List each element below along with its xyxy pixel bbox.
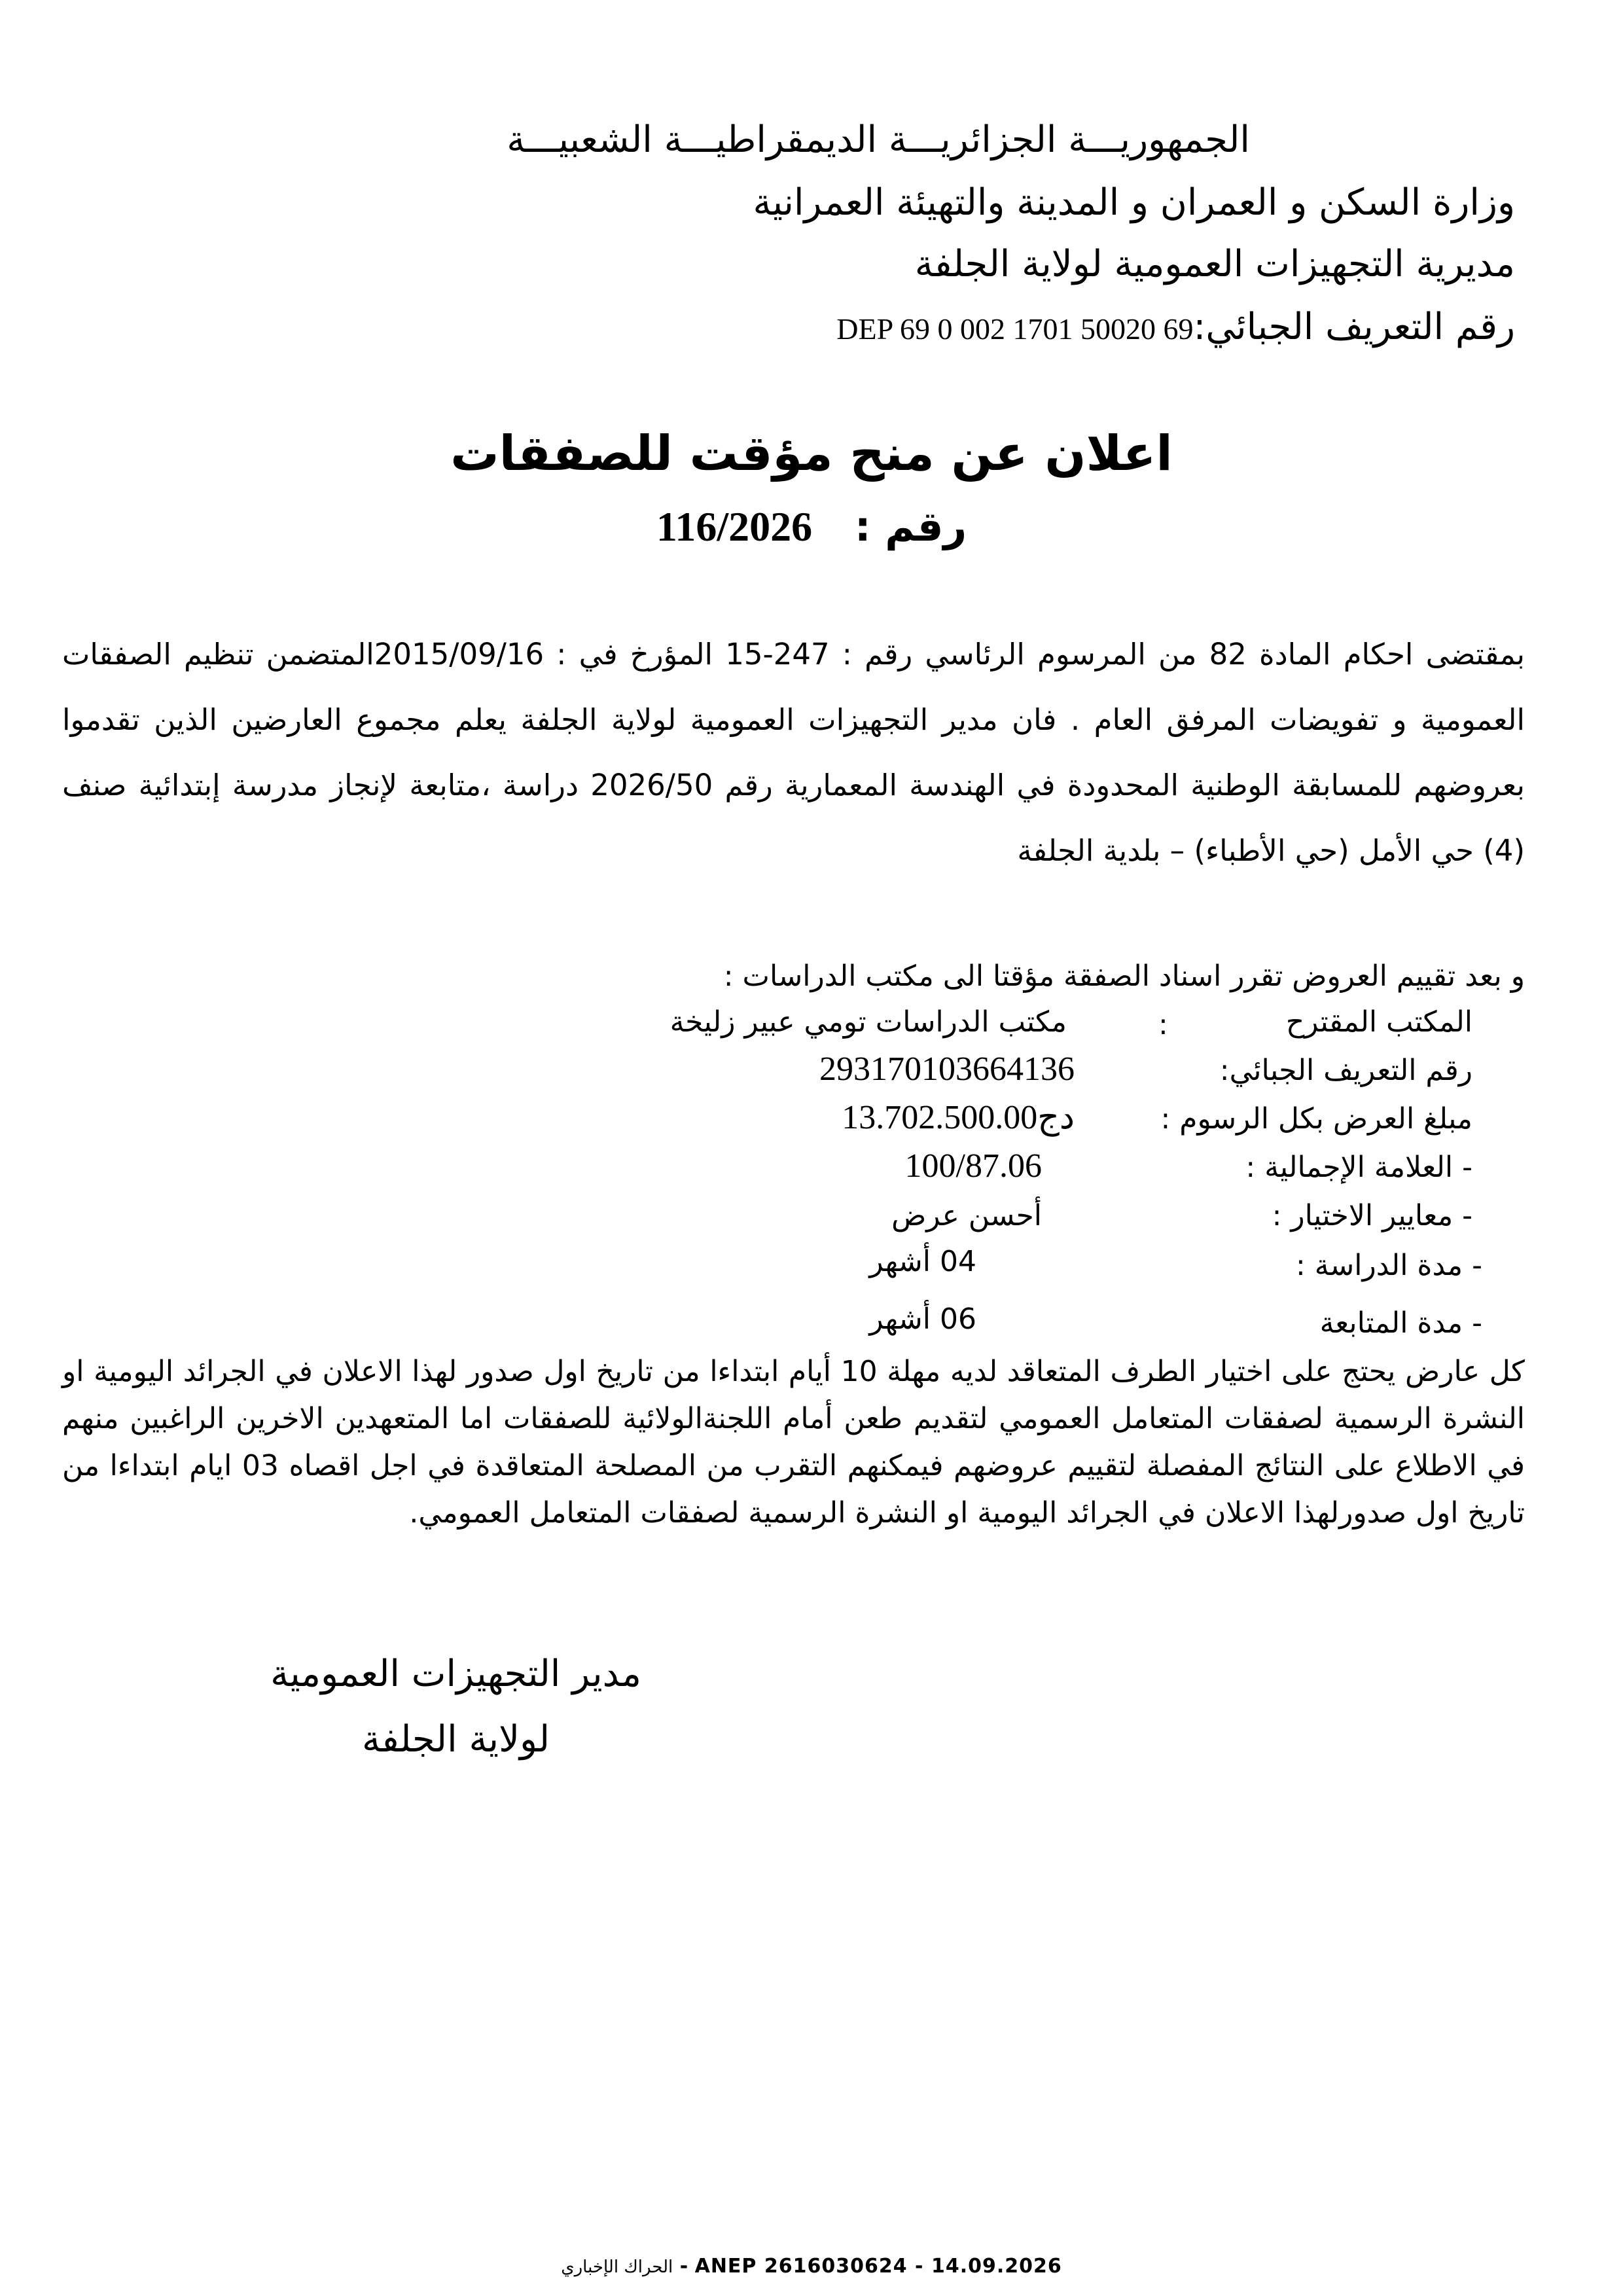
header-line-republic: الجمهوريـــة الجزائريـــة الديمقراطيـــة الشعبيـــة bbox=[507, 118, 1250, 161]
amount-value: 13.702.500.00دج bbox=[842, 1099, 1075, 1136]
followup-duration-label: - مدة المتابعة bbox=[1319, 1306, 1482, 1340]
amount-label: مبلغ العرض بكل الرسوم : bbox=[1160, 1102, 1472, 1136]
tax-id-label: رقم التعريف الجبائي: bbox=[1193, 306, 1515, 348]
signature-wilaya: لولاية الجلفة bbox=[362, 1718, 550, 1761]
announcement-number bbox=[0, 503, 1623, 551]
tax-label: رقم التعريف الجبائي: bbox=[1219, 1054, 1472, 1087]
followup-duration-value: 06 أشهر bbox=[869, 1302, 976, 1336]
header-line-ministry: وزارة السكن و العمران و المدينة والتهيئة العمرانية bbox=[753, 181, 1515, 224]
criteria-value: أحسن عرض bbox=[891, 1199, 1042, 1232]
legal-basis-paragraph: بمقتضى احكام المادة 82 من المرسوم الرئاسي رقم : 247-15 المؤرخ في : 2015/09/16المتضمن تنظيم الصفقات العمومية و تفويضات المرفق العام . فان مدير التجهيزات العمومية لولاية الجلفة يعلم مجموع العارضين الذين تقدموا بعروضهم للمسابقة الوطنية المحدودة في الهندسة المعمارية رقم 2026/50 دراسة ،متابعة لإنجاز مدرسة إبتدائية صنف (4) حي الأمل (حي الأطباء) – بلدية الجلفة bbox=[62, 637, 1525, 868]
tax-id-value: DEP 69 0 002 1701 50020 69 bbox=[836, 312, 1194, 346]
appeal-paragraph: كل عارض يحتج على اختيار الطرف المتعاقد لديه مهلة 10 أيام ابتداءا من تاريخ اول صدور لهذا الاعلان في الجرائد اليومية او النشرة الرسمية لصفقات المتعامل العمومي لتقديم طعن أمام اللجنةالولائية للصفقات اما المتعهدين الاخرين الراغبين منهم في الاطلاع على النتائج المفصلة لتقييم عروضهم فيمكنهم التقرب من المصلحة المتعاقدة في اجل اقصاه 03 ايام ابتداءا من تاريخ اول صدورلهذا الاعلان في الجرائد اليومية او النشرة الرسمية لصفقات المتعامل العمومي. bbox=[62, 1355, 1525, 1530]
tax-value: 293170103664136 bbox=[819, 1050, 1075, 1088]
study-duration-label: - مدة الدراسة : bbox=[1295, 1249, 1482, 1282]
signature-title: مدير التجهيزات العمومية bbox=[270, 1653, 641, 1695]
number-value: 116/2026 bbox=[656, 503, 813, 550]
score-value: 100/87.06 bbox=[904, 1147, 1042, 1185]
office-value: مكتب الدراسات تومي عبير زليخة bbox=[669, 1005, 1067, 1039]
footer-reference: ANEP 2616030624 - 14.09.2026 bbox=[694, 2255, 1062, 2278]
header-line-directorate: مديرية التجهيزات العمومية لولاية الجلفة bbox=[914, 243, 1515, 285]
score-label: - العلامة الإجمالية : bbox=[1245, 1151, 1472, 1184]
footer-source: الحراك الإخباري bbox=[561, 2257, 673, 2277]
publication-footer: الحراك الإخباري - ANEP 2616030624 - 14.09.2026 bbox=[561, 2255, 1062, 2278]
award-intro: و بعد تقييم العروض تقرر اسناد الصفقة مؤقتا الى مكتب الدراسات : bbox=[723, 960, 1525, 993]
announcement-title: اعلان عن منح مؤقت للصفقات bbox=[450, 425, 1173, 482]
office-colon: : bbox=[1158, 1008, 1168, 1041]
study-duration-value: 04 أشهر bbox=[869, 1245, 976, 1278]
header-line-tax-id bbox=[836, 306, 1515, 348]
number-label: رقم : bbox=[854, 503, 967, 550]
office-label: المكتب المقترح bbox=[1285, 1005, 1472, 1039]
criteria-label: - معايير الاختيار : bbox=[1272, 1199, 1472, 1232]
